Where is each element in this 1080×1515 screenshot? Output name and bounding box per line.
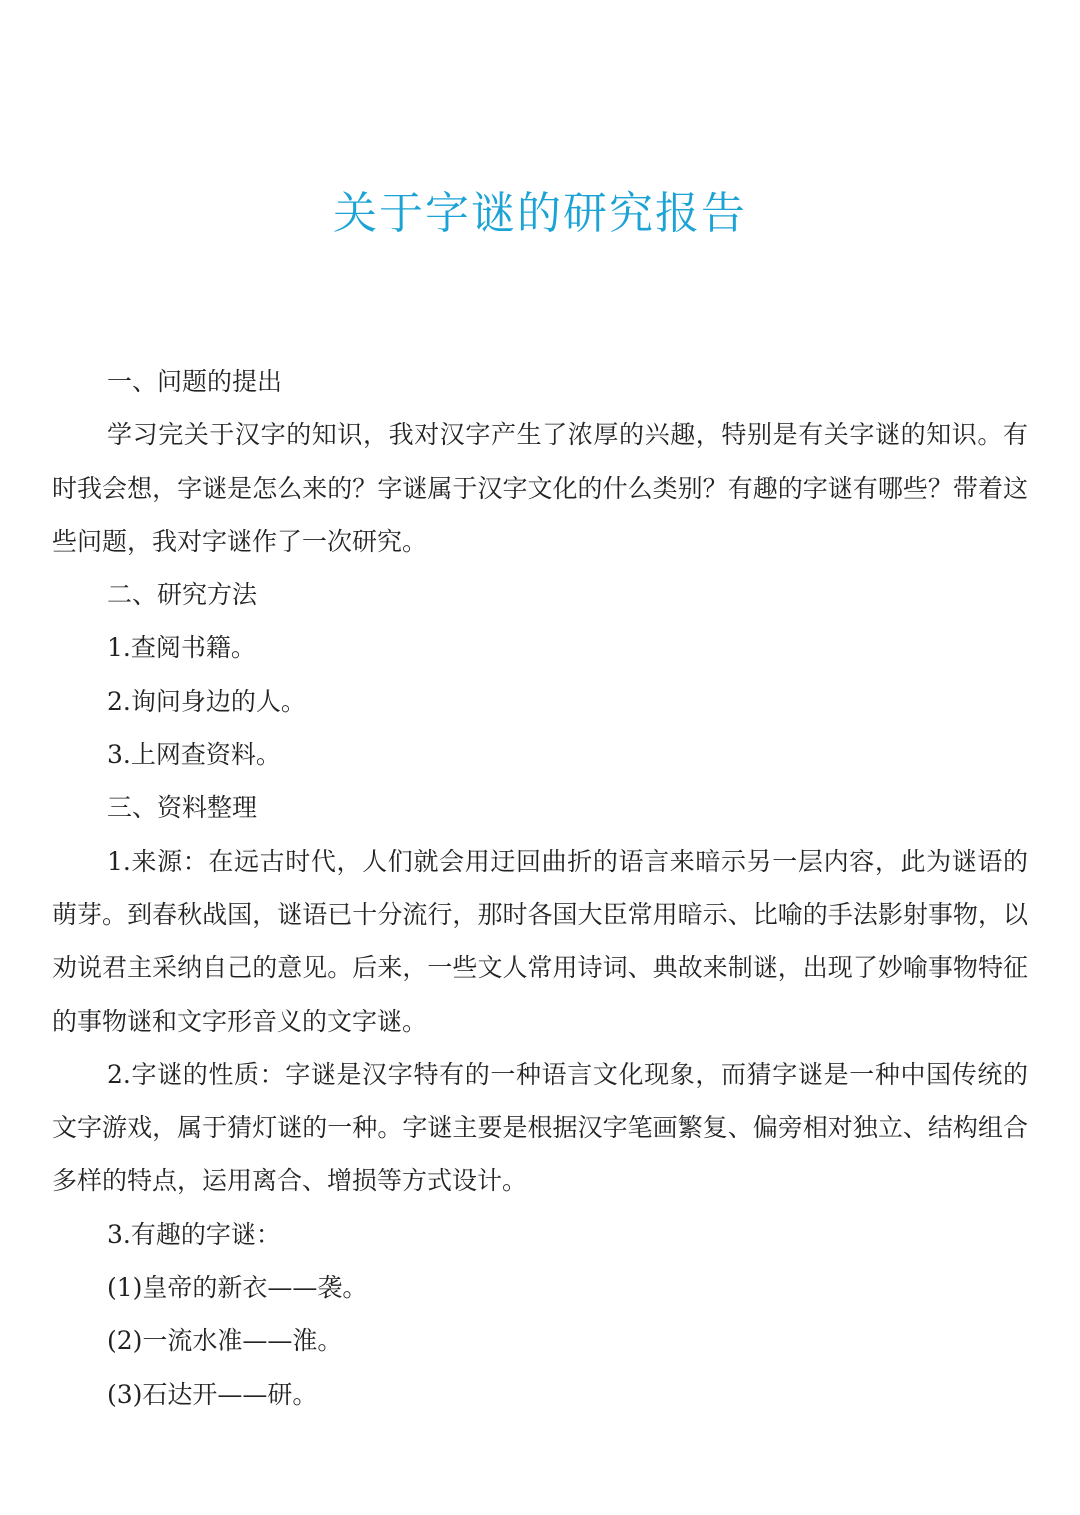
document-body: [52, 355, 1028, 1421]
section-heading-materials: 三、资料整理: [107, 793, 258, 823]
paragraph-riddles-heading: 3.有趣的字谜：: [107, 1219, 281, 1249]
method-item-2: 2.询问身边的人。: [107, 686, 306, 716]
riddle-item-2: (2)一流水准——淮。: [107, 1326, 343, 1356]
riddle-item-3: (3)石达开——研。: [107, 1379, 318, 1409]
riddle-item-1: (1)皇帝的新衣——袭。: [107, 1273, 368, 1303]
method-item-3: 3.上网查资料。: [107, 740, 281, 770]
section-heading-problem: 一、问题的提出: [107, 367, 283, 396]
paragraph-origin: 1.来源：在远古时代，人们就会用迂回曲折的语言来暗示另一层内容，此为谜语的萌芽。到春秋战国，谜语已十分流行，那时各国大臣常用暗示、比喻的手法影射事物，以劝说君主采纳自己的意见。后来，一些文人常用诗词、典故来制谜，出现了妙喻事物特征的事物谜和文字形音义的文字谜。: [52, 846, 1028, 1036]
paragraph-problem: 学习完关于汉字的知识，我对汉字产生了浓厚的兴趣，特别是有关字谜的知识。有时我会想，字谜是怎么来的？字谜属于汉字文化的什么类别？有趣的字谜有哪些？带着这些问题，我对字谜作了一次研究。: [52, 420, 1028, 556]
section-heading-method: 二、研究方法: [107, 580, 258, 610]
document-title: 关于字谜的研究报告: [333, 188, 747, 239]
method-item-1: 1.查阅书籍。: [107, 633, 256, 663]
paragraph-nature: 2.字谜的性质：字谜是汉字特有的一种语言文化现象，而猜字谜是一种中国传统的文字游戏，属于猜灯谜的一种。字谜主要是根据汉字笔画繁复、偏旁相对独立、结构组合多样的特点，运用离合、增损等方式设计。: [52, 1059, 1028, 1196]
